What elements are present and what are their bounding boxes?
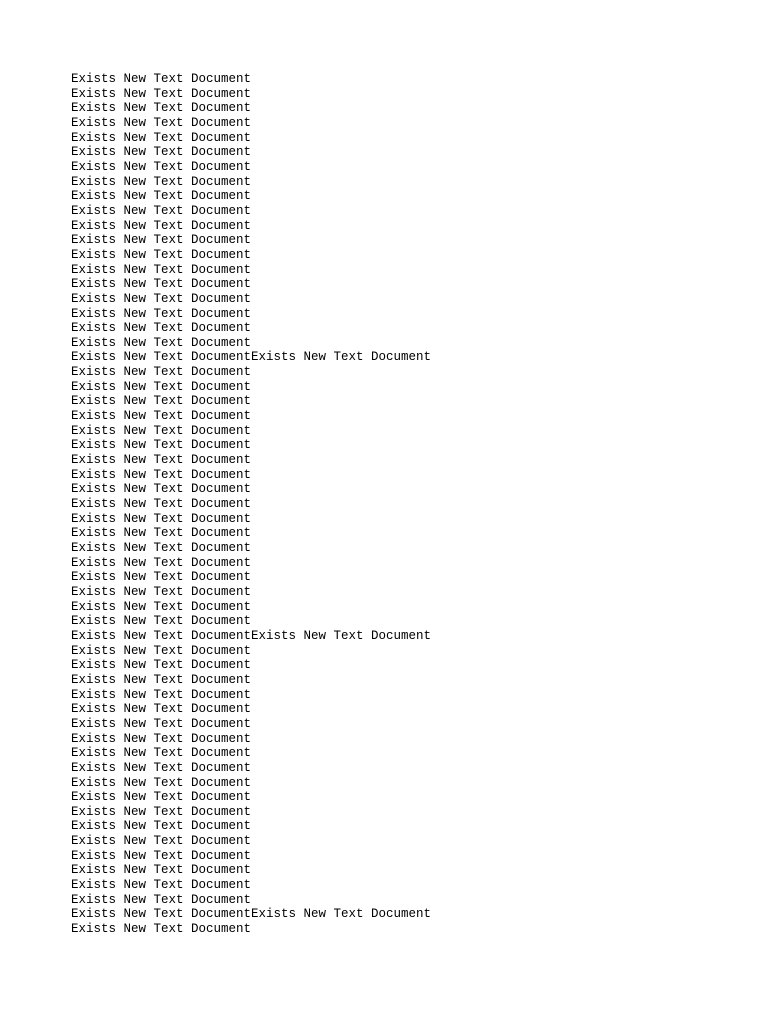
text-line: Exists New Text Document	[71, 702, 252, 717]
text-line: Exists New Text DocumentExists New Text Document	[71, 907, 432, 922]
text-line: Exists New Text Document	[71, 804, 252, 819]
text-line: Exists New Text Document	[71, 218, 252, 233]
text-line: Exists New Text Document	[71, 394, 252, 409]
text-line: Exists New Text Document	[71, 790, 252, 805]
text-line: Exists New Text Document	[71, 277, 252, 292]
text-line: Exists New Text Document	[71, 848, 252, 863]
text-line: Exists New Text Document	[71, 321, 252, 336]
text-line: Exists New Text Document	[71, 233, 252, 248]
text-line: Exists New Text Document	[71, 379, 252, 394]
text-line: Exists New Text Document	[71, 863, 252, 878]
text-line: Exists New Text Document	[71, 672, 252, 687]
document-text	[71, 72, 431, 937]
text-line: Exists New Text Document	[71, 511, 252, 526]
text-line: Exists New Text Document	[71, 526, 252, 541]
text-line: Exists New Text Document	[71, 878, 252, 893]
text-line: Exists New Text Document	[71, 834, 252, 849]
text-line: Exists New Text Document	[71, 438, 252, 453]
text-line: Exists New Text Document	[71, 467, 252, 482]
text-line: Exists New Text Document	[71, 760, 252, 775]
text-line: Exists New Text Document	[71, 716, 252, 731]
text-line: Exists New Text Document	[71, 643, 252, 658]
text-line: Exists New Text DocumentExists New Text Document	[71, 350, 432, 365]
text-line: Exists New Text Document	[71, 570, 252, 585]
text-line: Exists New Text Document	[71, 247, 252, 262]
text-line: Exists New Text Document	[71, 731, 252, 746]
text-line: Exists New Text Document	[71, 599, 252, 614]
text-line: Exists New Text Document	[71, 86, 252, 101]
text-line: Exists New Text Document	[71, 892, 252, 907]
text-line: Exists New Text Document	[71, 335, 252, 350]
text-line: Exists New Text Document	[71, 775, 252, 790]
text-line: Exists New Text Document	[71, 423, 252, 438]
text-line: Exists New Text Document	[71, 174, 252, 189]
text-line: Exists New Text Document	[71, 819, 252, 834]
text-line: Exists New Text Document	[71, 482, 252, 497]
text-line: Exists New Text Document	[71, 130, 252, 145]
text-line: Exists New Text Document	[71, 203, 252, 218]
text-line: Exists New Text Document	[71, 922, 252, 937]
text-line: Exists New Text Document	[71, 541, 252, 555]
text-line: Exists New Text Document	[71, 453, 252, 468]
text-line: Exists New Text Document	[71, 555, 252, 570]
text-line: Exists New Text Document	[71, 687, 252, 702]
text-line: Exists New Text Document	[71, 409, 252, 424]
text-line: Exists New Text Document	[71, 365, 252, 380]
text-line: Exists New Text Document	[71, 291, 252, 306]
text-line: Exists New Text Document	[71, 189, 252, 204]
text-line: Exists New Text Document	[71, 306, 252, 321]
text-line: Exists New Text Document	[71, 746, 252, 761]
text-line: Exists New Text Document	[71, 584, 252, 599]
text-line: Exists New Text Document	[71, 614, 252, 629]
text-line: Exists New Text Document	[71, 101, 252, 116]
text-line: Exists New Text Document	[71, 262, 252, 277]
text-line: Exists New Text Document	[71, 159, 252, 174]
text-line: Exists New Text DocumentExists New Text Document	[71, 628, 432, 643]
text-line: Exists New Text Document	[71, 72, 252, 86]
text-line: Exists New Text Document	[71, 658, 252, 673]
text-line: Exists New Text Document	[71, 497, 252, 512]
text-line: Exists New Text Document	[71, 115, 252, 130]
text-line: Exists New Text Document	[71, 145, 252, 160]
